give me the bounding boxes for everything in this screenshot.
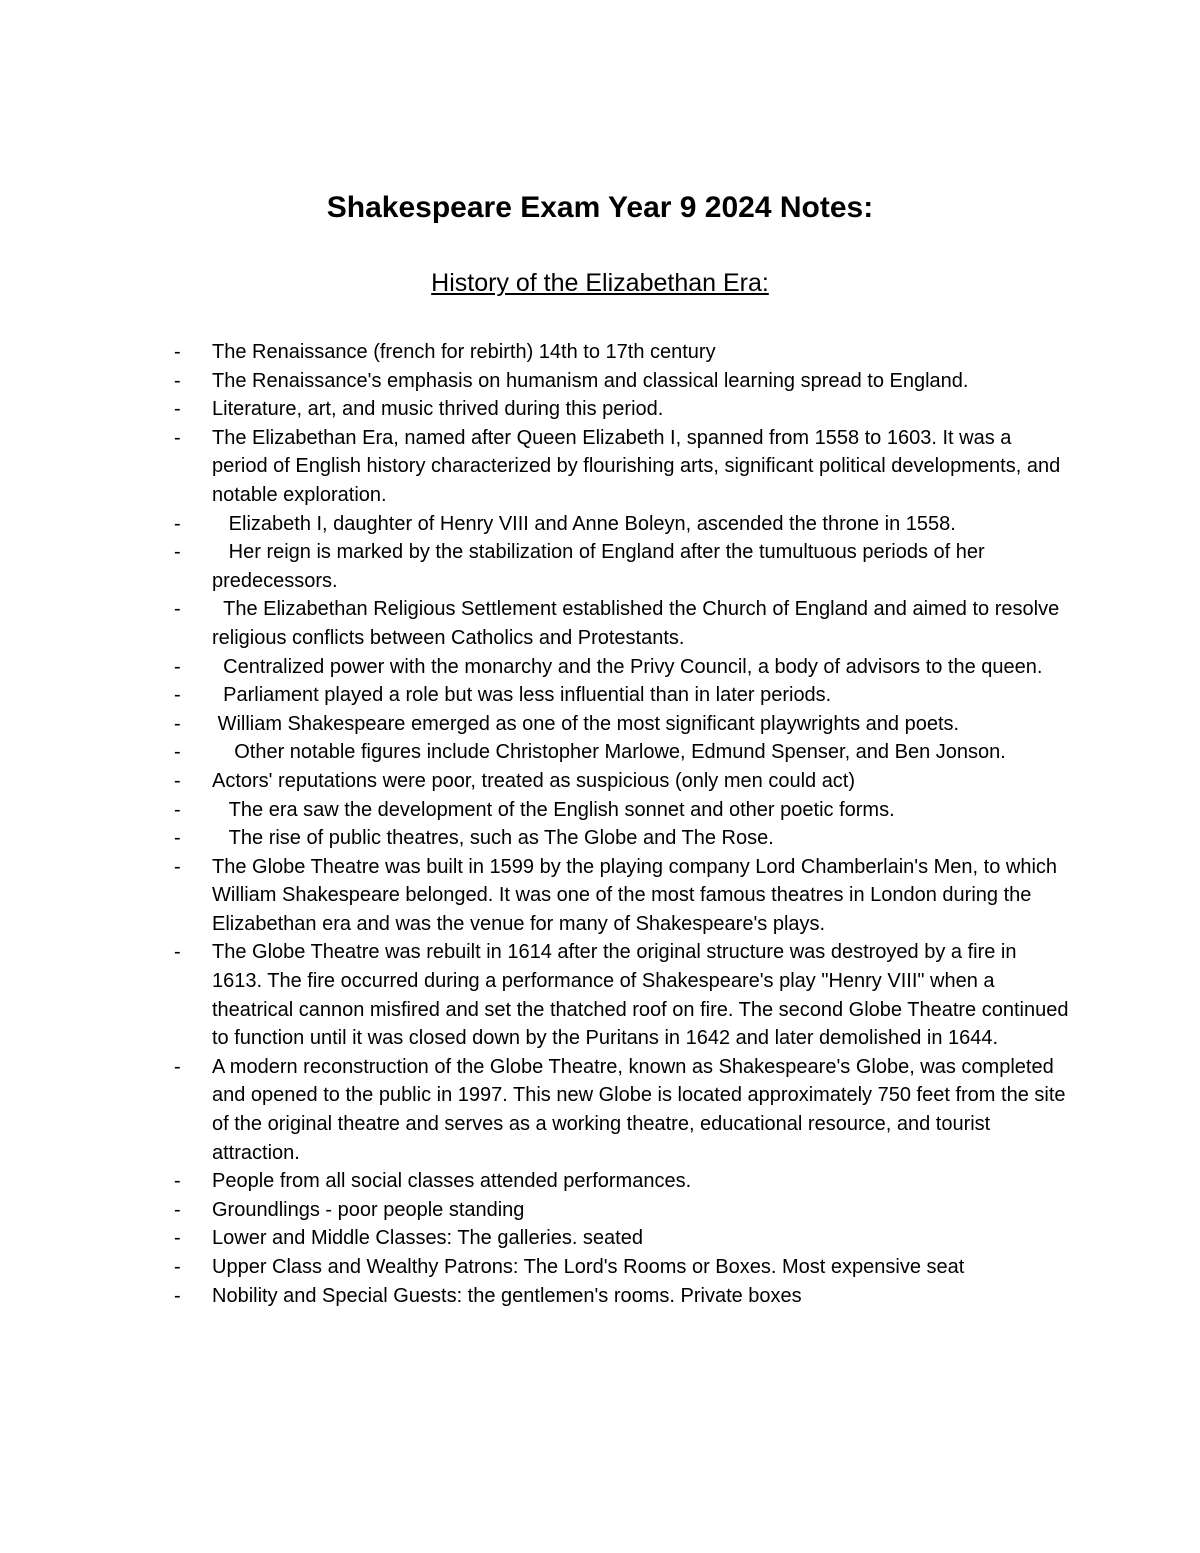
note-text: William Shakespeare emerged as one of the most significant playwrights and poets. bbox=[212, 712, 960, 735]
bullet-dash: - bbox=[174, 798, 181, 821]
note-text: Lower and Middle Classes: The galleries. seated bbox=[212, 1227, 643, 1250]
list-item bbox=[0, 424, 1200, 510]
note-text: The rise of public theatres, such as The Globe and The Rose. bbox=[212, 827, 774, 850]
note-text: Nobility and Special Guests: the gentlemen's rooms. Private boxes bbox=[212, 1284, 802, 1307]
list-item bbox=[0, 710, 1200, 739]
bullet-dash: - bbox=[174, 512, 181, 535]
list-item bbox=[0, 796, 1200, 825]
list-item bbox=[0, 938, 1200, 1052]
note-text: The Globe Theatre was rebuilt in 1614 after the original structure was destroyed by a fire in 1613. The fire occurred during a performance of Shakespeare's play "Henry VIII" when a theatrical cannon misfired and set the thatched roof on fire. The second Globe Theatre continued to function until it was closed down by the Puritans in 1642 and later demolished in 1644. bbox=[212, 941, 1075, 1050]
bullet-dash: - bbox=[174, 655, 181, 678]
bullet-dash: - bbox=[174, 369, 181, 392]
notes-list bbox=[0, 338, 1200, 1310]
list-item bbox=[0, 510, 1200, 539]
list-item bbox=[0, 824, 1200, 853]
note-text: The Renaissance's emphasis on humanism and classical learning spread to England. bbox=[212, 369, 969, 392]
bullet-dash: - bbox=[174, 712, 181, 735]
bullet-dash: - bbox=[174, 855, 181, 878]
list-item bbox=[0, 395, 1200, 424]
page-title: Shakespeare Exam Year 9 2024 Notes: bbox=[326, 191, 874, 224]
note-text: Centralized power with the monarchy and the Privy Council, a body of advisors to the queen. bbox=[212, 655, 1043, 678]
note-text: The Renaissance (french for rebirth) 14th to 17th century bbox=[212, 341, 716, 363]
list-item bbox=[0, 1167, 1200, 1196]
bullet-dash: - bbox=[174, 941, 181, 964]
note-text: Actors' reputations were poor, treated as suspicious (only men could act) bbox=[212, 769, 856, 792]
list-item bbox=[0, 653, 1200, 682]
note-text: The Globe Theatre was built in 1599 by the playing company Lord Chamberlain's Men, to which William Shakespeare belonged. It was one of the most famous theatres in London during the Elizabethan era and was the venue for many of Shakespeare's plays. bbox=[212, 855, 1063, 935]
bullet-dash: - bbox=[174, 684, 181, 707]
note-text: People from all social classes attended performances. bbox=[212, 1170, 692, 1193]
bullet-dash: - bbox=[174, 426, 181, 449]
list-item bbox=[0, 1053, 1200, 1167]
note-text: The Elizabethan Era, named after Queen Elizabeth I, spanned from 1558 to 1603. It was a period of English history characterized by flourishing arts, significant political developments, and notable exploration. bbox=[212, 426, 1066, 506]
section-heading: History of the Elizabethan Era: bbox=[431, 269, 769, 297]
list-item bbox=[0, 681, 1200, 710]
note-text: Upper Class and Wealthy Patrons: The Lord's Rooms or Boxes. Most expensive seat bbox=[212, 1256, 965, 1278]
list-item bbox=[0, 1253, 1200, 1282]
list-item bbox=[0, 1196, 1200, 1225]
list-item bbox=[0, 1282, 1200, 1311]
list-item bbox=[0, 538, 1200, 595]
list-item bbox=[0, 595, 1200, 652]
bullet-dash: - bbox=[174, 1227, 181, 1250]
bullet-dash: - bbox=[174, 598, 181, 621]
list-item bbox=[0, 367, 1200, 396]
bullet-dash: - bbox=[174, 1284, 181, 1307]
bullet-dash: - bbox=[174, 541, 181, 564]
bullet-dash: - bbox=[174, 398, 181, 421]
list-item bbox=[0, 853, 1200, 939]
note-text: Parliament played a role but was less influential than in later periods. bbox=[212, 684, 832, 707]
note-text: Other notable figures include Christopher Marlowe, Edmund Spenser, and Ben Jonson. bbox=[212, 741, 1006, 764]
bullet-dash: - bbox=[174, 1256, 181, 1278]
bullet-dash: - bbox=[174, 1198, 181, 1221]
note-text: Elizabeth I, daughter of Henry VIII and Anne Boleyn, ascended the throne in 1558. bbox=[212, 512, 956, 535]
bullet-dash: - bbox=[174, 769, 181, 792]
list-item bbox=[0, 338, 1200, 367]
bullet-dash: - bbox=[174, 827, 181, 850]
note-text: Groundlings - poor people standing bbox=[212, 1198, 525, 1221]
note-text: Literature, art, and music thrived during this period. bbox=[212, 398, 664, 421]
bullet-dash: - bbox=[174, 741, 181, 764]
bullet-dash: - bbox=[174, 1055, 181, 1078]
note-text: The era saw the development of the English sonnet and other poetic forms. bbox=[212, 798, 895, 821]
list-item bbox=[0, 1224, 1200, 1253]
list-item bbox=[0, 767, 1200, 796]
note-text: A modern reconstruction of the Globe Theatre, known as Shakespeare's Globe, was completed and opened to the public in 1997. This new Globe is located approximately 750 feet from the site of the original theatre and serves as a working theatre, educational resource, and tourist attraction. bbox=[212, 1055, 1072, 1164]
list-item bbox=[0, 738, 1200, 767]
note-text: The Elizabethan Religious Settlement established the Church of England and aimed to resolve religious conflicts between Catholics and Protestants. bbox=[212, 598, 1065, 649]
note-text: Her reign is marked by the stabilization of England after the tumultuous periods of her predecessors. bbox=[212, 541, 991, 592]
bullet-dash: - bbox=[174, 341, 181, 363]
bullet-dash: - bbox=[174, 1170, 181, 1193]
